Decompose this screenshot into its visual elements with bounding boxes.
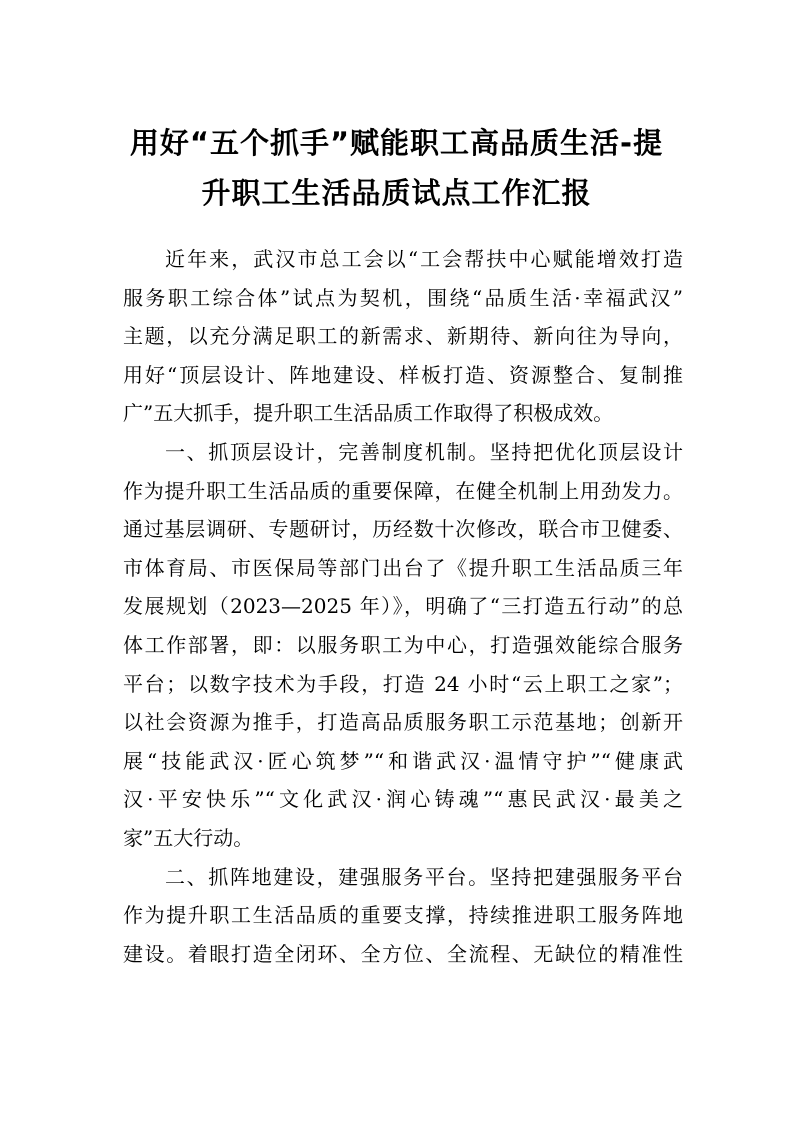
text-line: 一、抓顶层设计，完善制度机制。坚持把优化顶层设计	[165, 439, 683, 464]
text-line: 汉·平安快乐”“文化武汉·润心铸魂”“惠民武汉·最美之	[123, 787, 683, 812]
text-line: 通过基层调研、专题研讨，历经数十次修改，联合市卫健委、	[123, 517, 683, 542]
text-line: 家”五大行动。	[123, 825, 254, 850]
paragraph-position-building	[123, 858, 683, 974]
document-body	[123, 240, 683, 973]
text-line: 用好“顶层设计、阵地建设、样板打造、资源整合、复制推	[123, 362, 683, 387]
paragraph-intro	[123, 240, 683, 433]
text-line: 建设。着眼打造全闭环、全方位、全流程、无缺位的精准性	[123, 941, 683, 966]
text-line: 广”五大抓手，提升职工生活品质工作取得了积极成效。	[123, 401, 614, 426]
text-line: 以社会资源为推手，打造高品质服务职工示范基地；创新开	[123, 710, 683, 735]
paragraph-top-level-design	[123, 433, 683, 858]
title-line: 升职工生活品质试点工作汇报	[201, 176, 592, 210]
text-line: 作为提升职工生活品质的重要保障，在健全机制上用劲发力。	[123, 478, 683, 503]
text-line: 发展规划（2023—2025 年）》，明确了“三打造五行动”的总	[123, 594, 683, 619]
text-line: 体工作部署，即：以服务职工为中心，打造强效能综合服务	[123, 632, 683, 657]
text-line: 作为提升职工生活品质的重要支撑，持续推进职工服务阵地	[123, 903, 683, 928]
document-title	[100, 118, 693, 218]
text-line: 二、抓阵地建设，建强服务平台。坚持把建强服务平台	[165, 864, 683, 889]
title-line: 用好“五个抓手”赋能职工高品质生活-提	[129, 126, 664, 160]
text-line: 主题，以充分满足职工的新需求、新期待、新向往为导向，	[123, 324, 683, 349]
text-line: 服务职工综合体”试点为契机，围绕“品质生活·幸福武汉”	[123, 285, 683, 310]
text-line: 平台；以数字技术为手段，打造 24 小时“云上职工之家”；	[123, 671, 683, 696]
text-line: 展“技能武汉·匠心筑梦”“和谐武汉·温情守护”“健康武	[123, 748, 683, 773]
text-line: 近年来，武汉市总工会以“工会帮扶中心赋能增效打造	[165, 247, 683, 271]
text-line: 市体育局、市医保局等部门出台了《提升职工生活品质三年	[123, 555, 683, 580]
